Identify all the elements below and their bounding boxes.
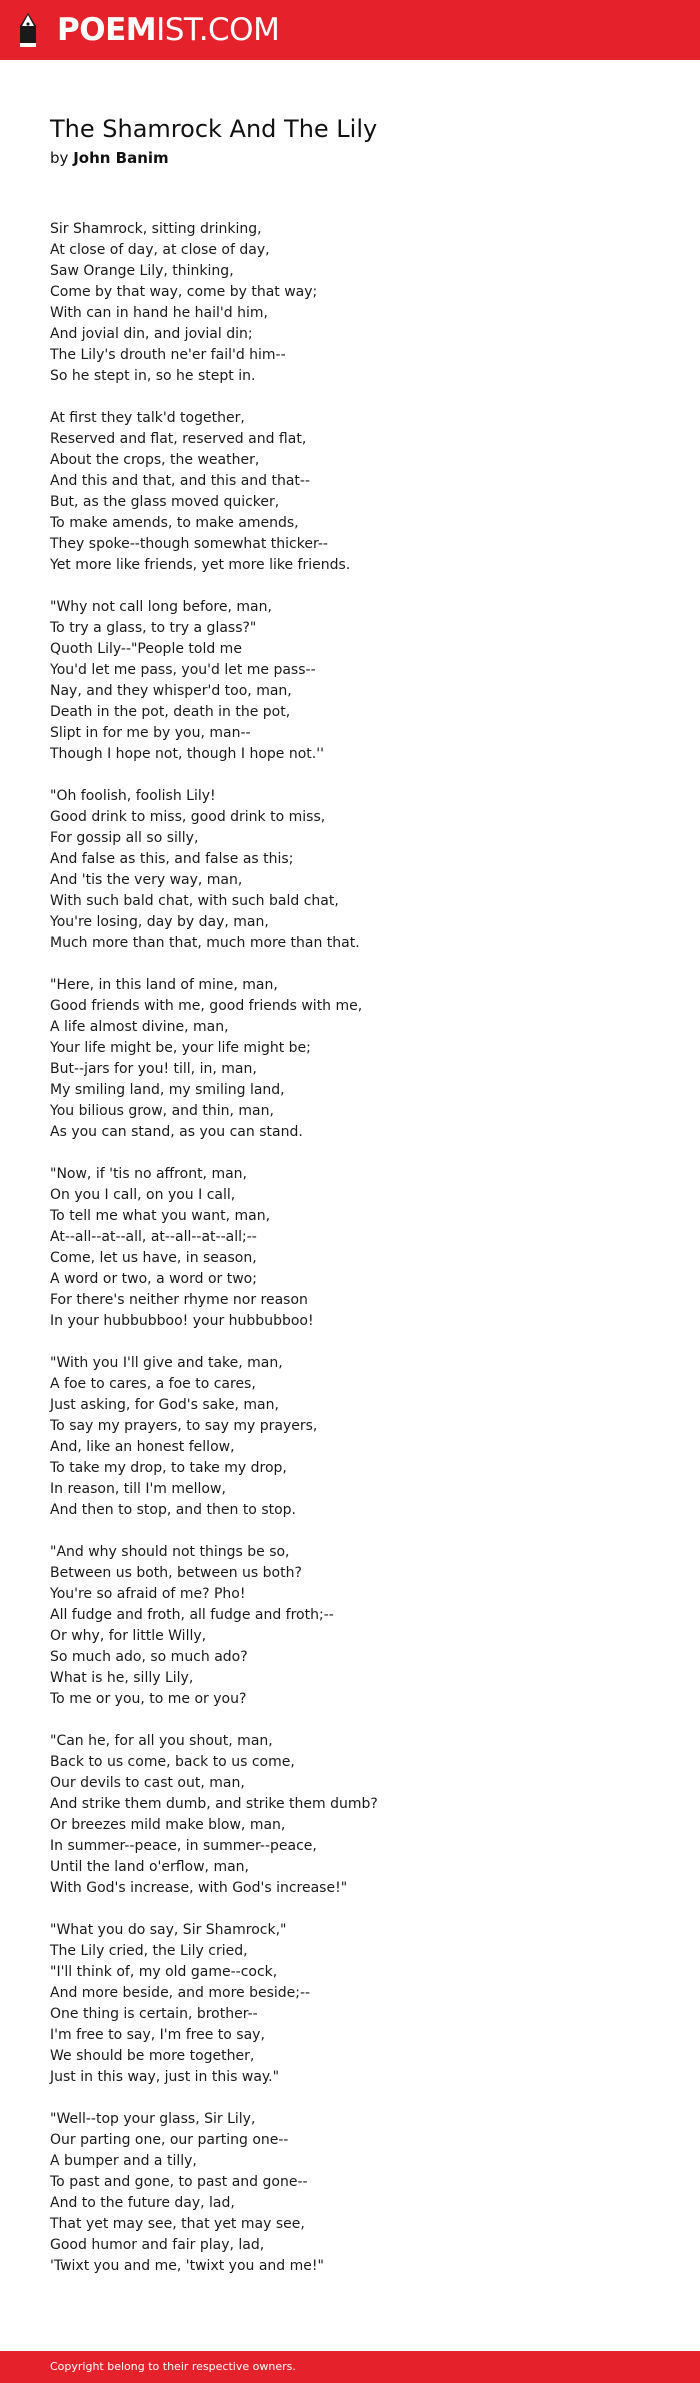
- poem-line: A bumper and a tilly,: [50, 2153, 197, 2169]
- poem-line: Just asking, for God's sake, man,: [50, 1397, 279, 1413]
- poem-line: Back to us come, back to us come,: [50, 1754, 295, 1770]
- poem-line: 'Twixt you and me, 'twixt you and me!": [50, 2258, 324, 2274]
- poem-line: Much more than that, much more than that.: [50, 935, 360, 951]
- poem-line: In your hubbubboo! your hubbubboo!: [50, 1313, 314, 1329]
- poem-line: Your life might be, your life might be;: [50, 1040, 311, 1056]
- poem-line: In reason, till I'm mellow,: [50, 1481, 226, 1497]
- poem-line: With such bald chat, with such bald chat,: [50, 893, 339, 909]
- poem-line: Our devils to cast out, man,: [50, 1775, 245, 1791]
- poem-line: "I'll think of, my old game--cock,: [50, 1964, 278, 1980]
- poem-line: Come, let us have, in season,: [50, 1250, 257, 1266]
- poem-line: To say my prayers, to say my prayers,: [50, 1418, 318, 1434]
- poem-line: I'm free to say, I'm free to say,: [50, 2027, 265, 2043]
- poem-line: To try a glass, to try a glass?": [50, 620, 257, 636]
- poem-line: And more beside, and more beside;--: [50, 1985, 311, 2001]
- site-header: [0, 0, 700, 60]
- poem-line: Quoth Lily--"People told me: [50, 641, 242, 657]
- poem-line: All fudge and froth, all fudge and froth;--: [50, 1607, 334, 1623]
- poem-line: And, like an honest fellow,: [50, 1439, 235, 1455]
- poem-line: "And why should not things be so,: [50, 1544, 290, 1560]
- poem-line: They spoke--though somewhat thicker--: [50, 536, 328, 552]
- poem-line: That yet may see, that yet may see,: [50, 2216, 305, 2232]
- poem-line: As you can stand, as you can stand.: [50, 1124, 303, 1140]
- poem-body: [50, 219, 670, 2298]
- poem-line: You're losing, day by day, man,: [50, 914, 269, 930]
- poem-author: John Banim: [73, 149, 169, 167]
- poem-stanza: [50, 1542, 670, 1710]
- poem-line: One thing is certain, brother--: [50, 2006, 258, 2022]
- poem-line: To me or you, to me or you?: [50, 1691, 247, 1707]
- poem-stanza: [50, 786, 670, 954]
- poem-line: So much ado, so much ado?: [50, 1649, 248, 1665]
- poem-line: Reserved and flat, reserved and flat,: [50, 431, 307, 447]
- poem-line: We should be more together,: [50, 2048, 255, 2064]
- poem-line: In summer--peace, in summer--peace,: [50, 1838, 317, 1854]
- poem-line: Nay, and they whisper'd too, man,: [50, 683, 292, 699]
- poem-line: But--jars for you! till, in, man,: [50, 1061, 257, 1077]
- poem-line: With God's increase, with God's increase!": [50, 1880, 348, 1896]
- poem-line: Good drink to miss, good drink to miss,: [50, 809, 326, 825]
- poem-line: The Lily cried, the Lily cried,: [50, 1943, 248, 1959]
- poem-line: A life almost divine, man,: [50, 1019, 229, 1035]
- poem-line: "Well--top your glass, Sir Lily,: [50, 2111, 256, 2127]
- poem-line: For there's neither rhyme nor reason: [50, 1292, 308, 1308]
- poem-line: On you I call, on you I call,: [50, 1187, 236, 1203]
- poem-line: To make amends, to make amends,: [50, 515, 299, 531]
- poem-line: Death in the pot, death in the pot,: [50, 704, 291, 720]
- poem-line: About the crops, the weather,: [50, 452, 260, 468]
- poem-line: "What you do say, Sir Shamrock,": [50, 1922, 287, 1938]
- poem-line: With can in hand he hail'd him,: [50, 305, 268, 321]
- poem-line: Good friends with me, good friends with me,: [50, 998, 363, 1014]
- poem-line: And 'tis the very way, man,: [50, 872, 243, 888]
- poem-line: Slipt in for me by you, man--: [50, 725, 251, 741]
- site-footer: [0, 2351, 700, 2383]
- poem-stanza: [50, 975, 670, 1143]
- poem-line: "With you I'll give and take, man,: [50, 1355, 283, 1371]
- poem-line: "Can he, for all you shout, man,: [50, 1733, 273, 1749]
- poem-line: "Now, if 'tis no affront, man,: [50, 1166, 247, 1182]
- by-label: by: [50, 149, 69, 167]
- poem-line: Until the land o'erflow, man,: [50, 1859, 250, 1875]
- poem-line: And false as this, and false as this;: [50, 851, 294, 867]
- poem-line: Between us both, between us both?: [50, 1565, 302, 1581]
- logo-wordmark: [57, 12, 279, 48]
- pen-nib-icon: [17, 12, 39, 48]
- poem-line: But, as the glass moved quicker,: [50, 494, 280, 510]
- poem-line: My smiling land, my smiling land,: [50, 1082, 285, 1098]
- poem-line: A word or two, a word or two;: [50, 1271, 257, 1287]
- poem-line: And this and that, and this and that--: [50, 473, 311, 489]
- poem-line: Good humor and fair play, lad,: [50, 2237, 265, 2253]
- poem-line: Our parting one, our parting one--: [50, 2132, 289, 2148]
- poem-stanza: [50, 219, 670, 387]
- poem-line: And to the future day, lad,: [50, 2195, 235, 2211]
- logo-bold-text: POEM: [57, 12, 157, 48]
- poem-line: So he stept in, so he stept in.: [50, 368, 256, 384]
- poem-line: Sir Shamrock, sitting drinking,: [50, 221, 262, 237]
- poem-line: You'd let me pass, you'd let me pass--: [50, 662, 316, 678]
- poem-line: "Oh foolish, foolish Lily!: [50, 788, 216, 804]
- poem-line: At close of day, at close of day,: [50, 242, 270, 258]
- copyright-text: Copyright belong to their respective owners.: [50, 2360, 296, 2373]
- poem-stanza: [50, 597, 670, 765]
- poem-line: And strike them dumb, and strike them dumb?: [50, 1796, 378, 1812]
- poem-stanza: [50, 1920, 670, 2088]
- poem-line: "Why not call long before, man,: [50, 599, 272, 615]
- poem-line: And jovial din, and jovial din;: [50, 326, 253, 342]
- poem-stanza: [50, 408, 670, 576]
- poem-byline: [50, 148, 169, 168]
- poem-line: Just in this way, just in this way.": [50, 2069, 280, 2085]
- poem-line: Yet more like friends, yet more like friends.: [50, 557, 351, 573]
- poem-line: Or breezes mild make blow, man,: [50, 1817, 286, 1833]
- poem-line: Though I hope not, though I hope not.'': [50, 746, 324, 762]
- poem-line: To take my drop, to take my drop,: [50, 1460, 287, 1476]
- poem-stanza: [50, 1731, 670, 1899]
- poem-stanza: [50, 1164, 670, 1332]
- poem-line: And then to stop, and then to stop.: [50, 1502, 297, 1518]
- poem-line: At--all--at--all, at--all--at--all;--: [50, 1229, 257, 1245]
- poem-line: Or why, for little Willy,: [50, 1628, 207, 1644]
- poem-stanza: [50, 2109, 670, 2277]
- poem-line: At first they talk'd together,: [50, 410, 245, 426]
- poem-line: Come by that way, come by that way;: [50, 284, 318, 300]
- poem-line: You bilious grow, and thin, man,: [50, 1103, 274, 1119]
- poem-line: To past and gone, to past and gone--: [50, 2174, 308, 2190]
- poem-line: The Lily's drouth ne'er fail'd him--: [50, 347, 286, 363]
- poem-line: "Here, in this land of mine, man,: [50, 977, 278, 993]
- poem-line: For gossip all so silly,: [50, 830, 199, 846]
- poem-line: A foe to cares, a foe to cares,: [50, 1376, 256, 1392]
- poem-line: What is he, silly Lily,: [50, 1670, 194, 1686]
- poem-line: You're so afraid of me? Pho!: [50, 1586, 246, 1602]
- poem-line: Saw Orange Lily, thinking,: [50, 263, 234, 279]
- poem-stanza: [50, 1353, 670, 1521]
- logo-light-text: IST.COM: [156, 12, 280, 48]
- poem-title: The Shamrock And The Lily: [50, 115, 378, 143]
- poem-line: To tell me what you want, man,: [50, 1208, 271, 1224]
- site-logo[interactable]: [17, 12, 279, 48]
